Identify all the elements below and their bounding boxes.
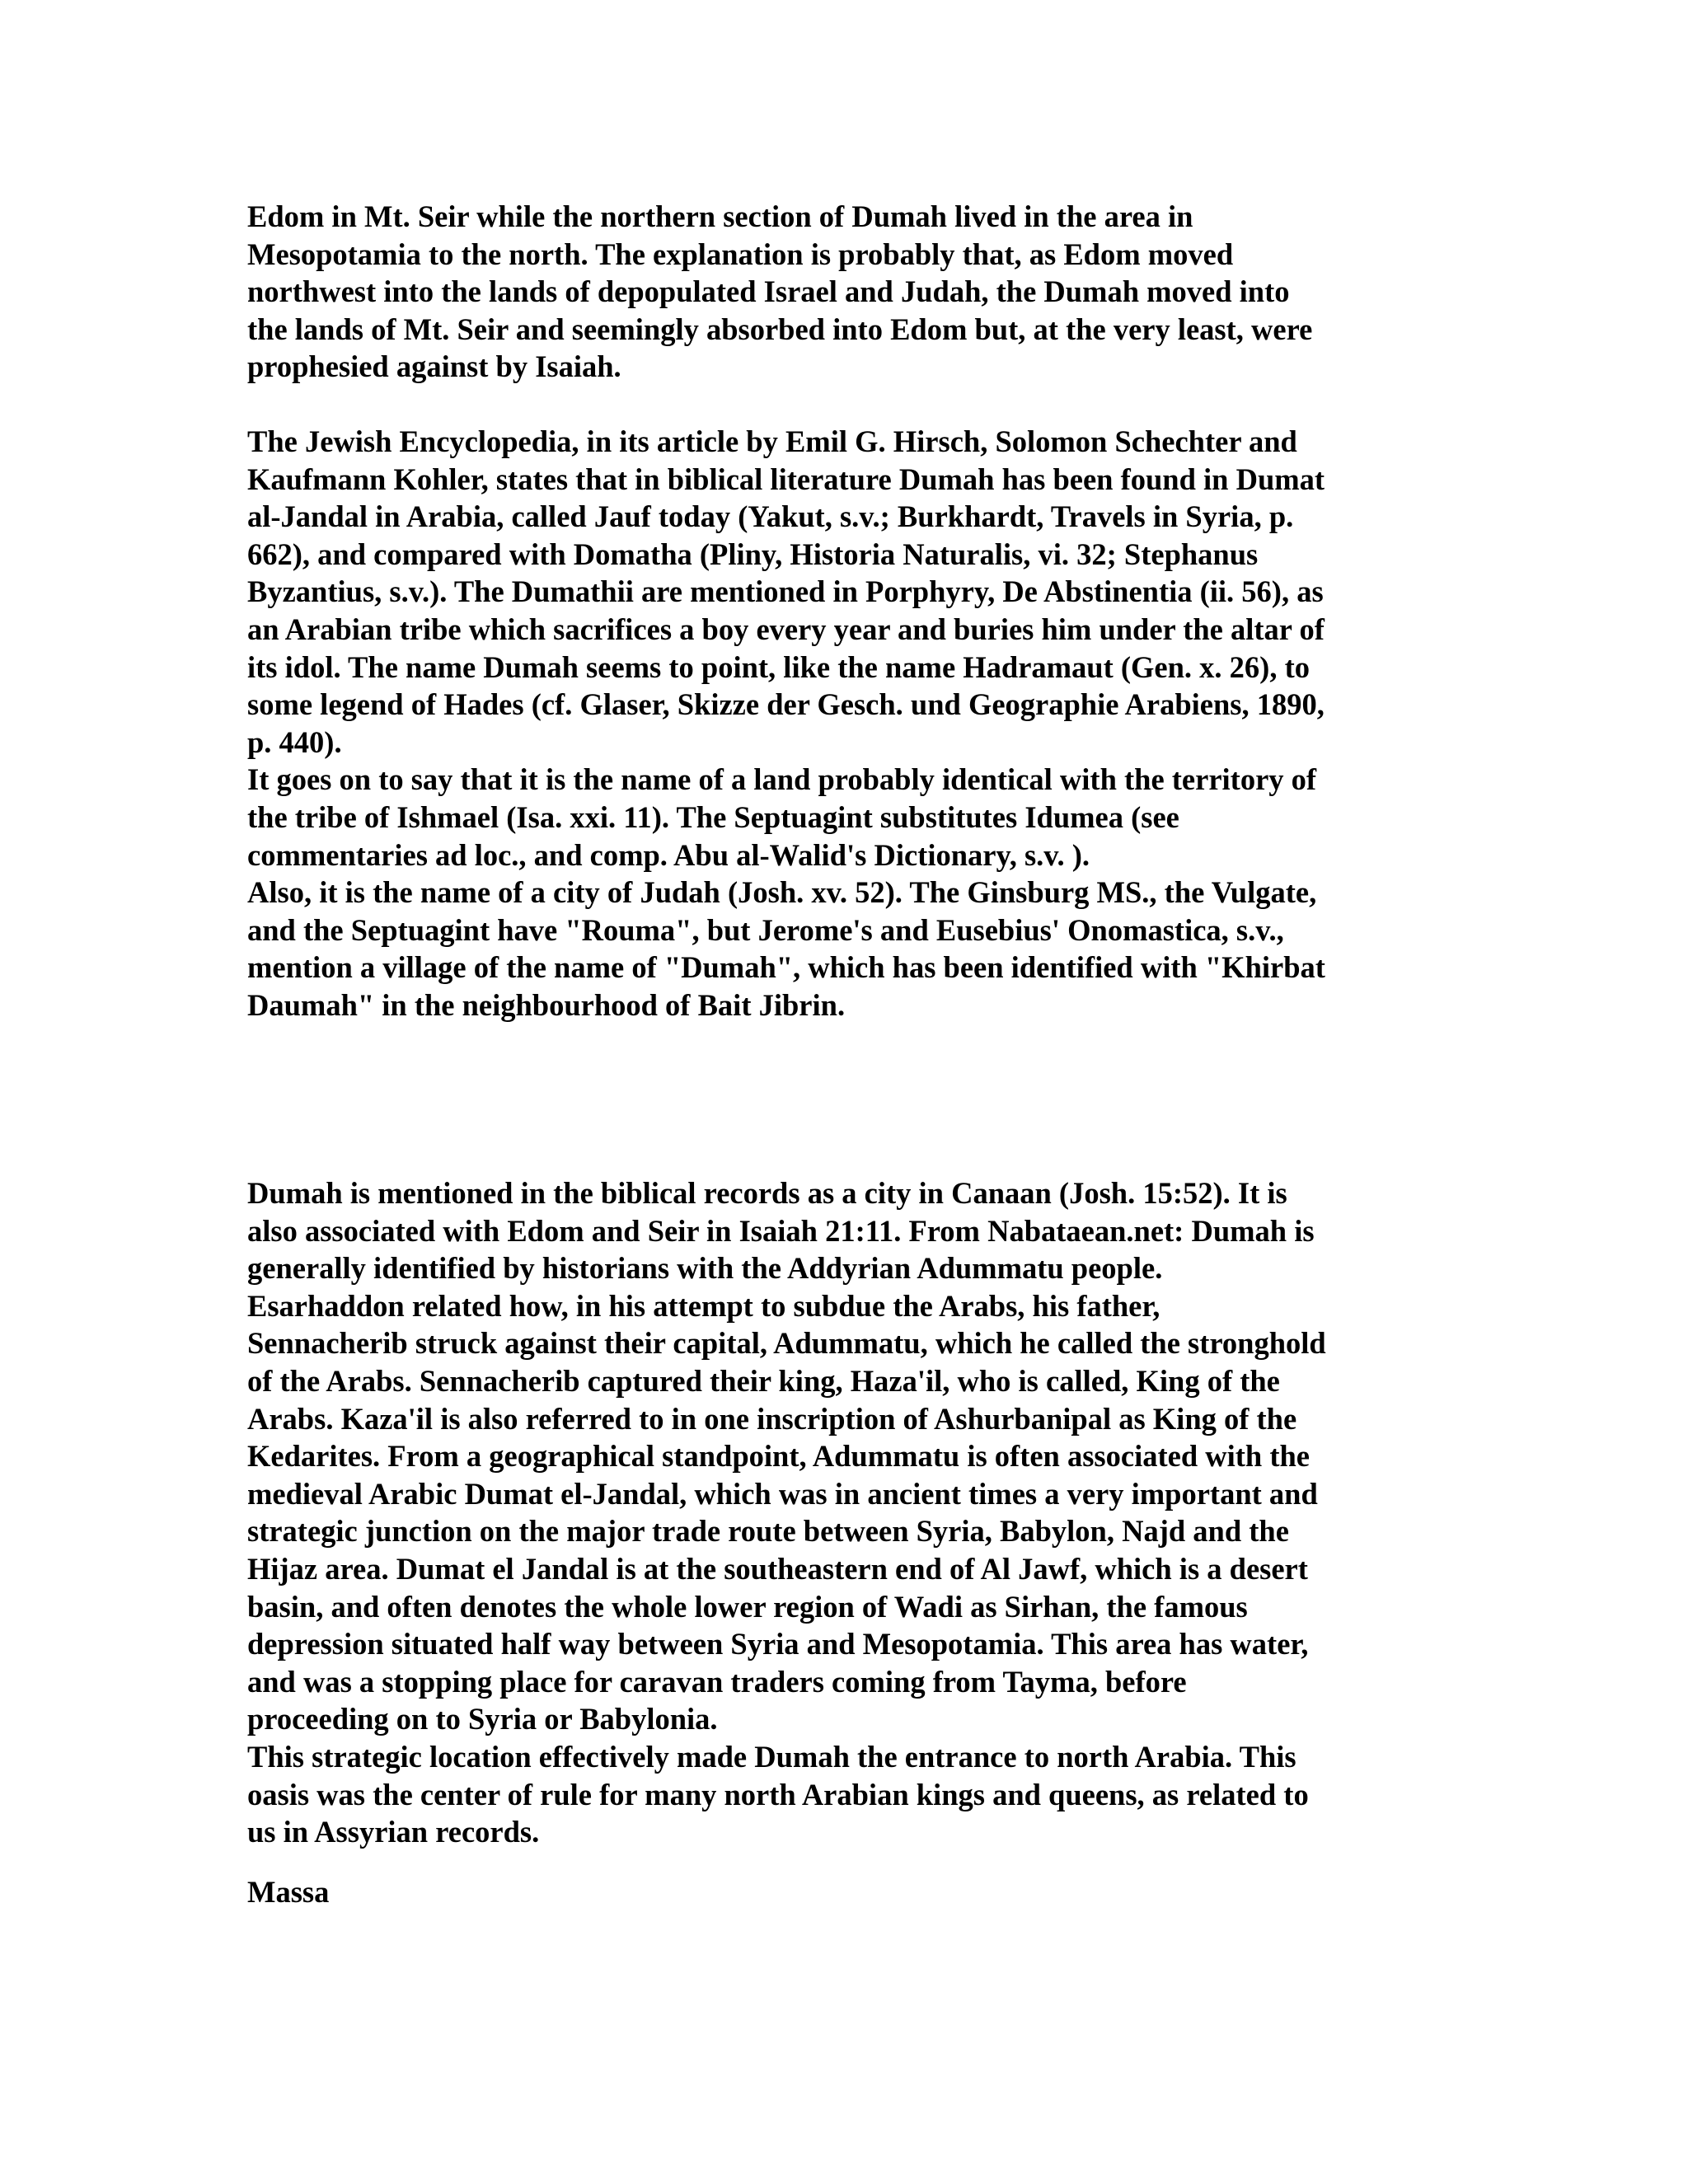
text-line: commentaries ad loc., and comp. Abu al-Walid's Dictionary, s.v. ). [247,837,1090,872]
text-line: Edom in Mt. Seir while the northern section of Dumah lived in the area in [247,199,1193,233]
text-line: and was a stopping place for caravan traders coming from Tayma, before [247,1664,1187,1699]
paragraph-edom-dumah [247,198,1451,386]
text-line: strategic junction on the major trade route between Syria, Babylon, Najd and the [247,1514,1289,1549]
text-line: some legend of Hades (cf. Glaser, Skizze der Gesch. und Geographie Arabiens, 1890, [247,687,1325,722]
section-heading-text: Massa [247,1875,330,1909]
text-line: the lands of Mt. Seir and seemingly absorbed into Edom but, at the very least, were [247,312,1313,346]
text-line: basin, and often denotes the whole lower region of Wadi as Sirhan, the famous [247,1589,1248,1624]
text-line: of the Arabs. Sennacherib captured their king, Haza'il, who is called, King of the [247,1363,1280,1398]
paragraph-city-of-judah [247,874,1451,1024]
text-line: also associated with Edom and Seir in Isaiah 21:11. From Nabataean.net: Dumah is [247,1213,1315,1248]
paragraph-adummatu [247,1174,1451,1851]
text-line: depression situated half way between Syria and Mesopotamia. This area has water, [247,1627,1309,1661]
text-line: al-Jandal in Arabia, called Jauf today (Yakut, s.v.; Burkhardt, Travels in Syria, p. [247,499,1294,534]
text-line: an Arabian tribe which sacrifices a boy every year and buries him under the altar of [247,612,1325,646]
text-line: prophesied against by Isaiah. [247,349,621,384]
text-line: mention a village of the name of "Dumah", which has been identified with "Khirbat [247,950,1325,985]
text-line: its idol. The name Dumah seems to point, like the name Hadramaut (Gen. x. 26), to [247,649,1310,684]
text-line: Daumah" in the neighbourhood of Bait Jibrin. [247,987,846,1022]
text-line: oasis was the center of rule for many north Arabian kings and queens, as related to [247,1777,1309,1811]
text-line: Kaufmann Kohler, states that in biblical literature Dumah has been found in Dumat [247,462,1325,496]
text-line: Esarhaddon related how, in his attempt to subdue the Arabs, his father, [247,1288,1160,1323]
text-line: Mesopotamia to the north. The explanation is probably that, as Edom moved [247,237,1234,271]
text-line: Sennacherib struck against their capital, Adummatu, which he called the stronghold [247,1326,1326,1361]
text-line: and the Septuagint have "Rouma", but Jerome's and Eusebius' Onomastica, s.v., [247,912,1284,947]
section-heading [247,1873,1451,1911]
text-line: medieval Arabic Dumat el-Jandal, which was in ancient times a very important and [247,1476,1318,1511]
text-line: Dumah is mentioned in the biblical records as a city in Canaan (Josh. 15:52). It is [247,1176,1287,1210]
text-line: Byzantius, s.v.). The Dumathii are mentioned in Porphyry, De Abstinentia (ii. 56), as [247,574,1324,609]
text-line: Kedarites. From a geographical standpoint, Adummatu is often associated with the [247,1439,1310,1474]
text-line: the tribe of Ishmael (Isa. xxi. 11). The Septuagint substitutes Idumea (see [247,799,1179,834]
text-line: northwest into the lands of depopulated Israel and Judah, the Dumah moved into [247,274,1290,309]
text-line: p. 440). [247,724,342,759]
text-line: proceeding on to Syria or Babylonia. [247,1702,718,1736]
text-line: Also, it is the name of a city of Judah (Josh. xv. 52). The Ginsburg MS., the Vulgate, [247,875,1317,909]
text-line: Hijaz area. Dumat el Jandal is at the southeastern end of Al Jawf, which is a desert [247,1551,1308,1586]
text-line: 662), and compared with Domatha (Pliny, Historia Naturalis, vi. 32; Stephanus [247,537,1259,571]
text-line: generally identified by historians with the Addyrian Adummatu people. [247,1251,1163,1286]
paragraph-jewish-encyclopedia [247,423,1451,874]
text-line: Arabs. Kaza'il is also referred to in one inscription of Ashurbanipal as King of the [247,1401,1297,1436]
text-line: It goes on to say that it is the name of a land probably identical with the territory of [247,762,1317,797]
text-line: This strategic location effectively made Dumah the entrance to north Arabia. This [247,1739,1296,1774]
text-line: us in Assyrian records. [247,1815,540,1849]
text-line: The Jewish Encyclopedia, in its article by Emil G. Hirsch, Solomon Schechter and [247,424,1297,458]
